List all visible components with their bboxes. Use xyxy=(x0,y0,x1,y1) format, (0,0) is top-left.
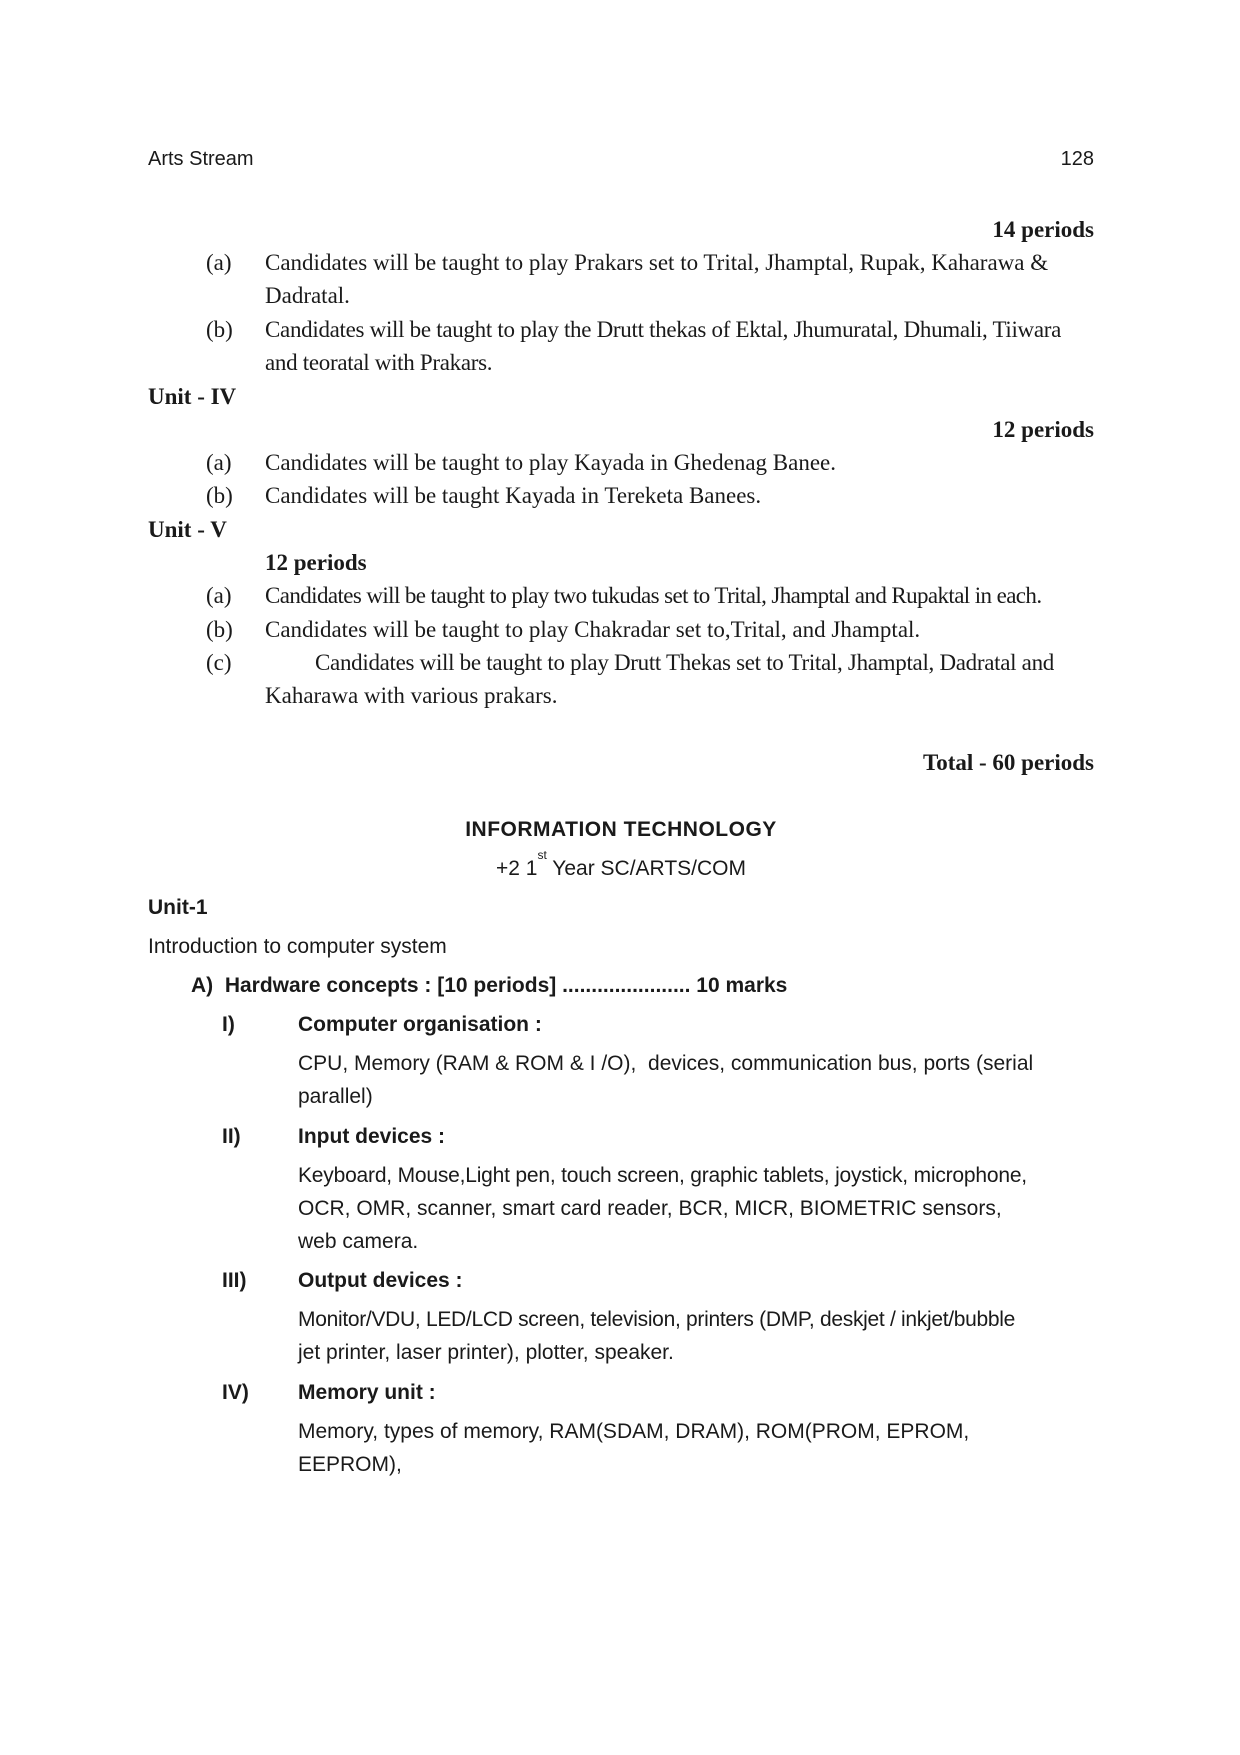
subtitle-prefix: +2 1 xyxy=(496,857,538,880)
item-label: (c) xyxy=(206,650,232,675)
item-label: I) xyxy=(222,1013,235,1036)
item-label: (a) xyxy=(206,583,232,608)
subtitle-suffix: Year SC/ARTS/COM xyxy=(546,857,746,880)
item-label: III) xyxy=(222,1269,247,1292)
intro-text: Introduction to computer system xyxy=(148,935,447,958)
item-text: Candidates will be taught to play Drutt Thekas set to Trital, Jhamptal, Dadratal and xyxy=(315,650,1054,675)
item-text: Candidates will be taught to play the Drutt thekas of Ektal, Jhumuratal, Dhumali, Tiiwara xyxy=(265,317,1062,342)
item-text: jet printer, laser printer), plotter, speaker. xyxy=(298,1341,674,1364)
header-stream: Arts Stream xyxy=(148,148,254,170)
item-text: Dadratal. xyxy=(265,283,350,308)
subtitle-superscript: st xyxy=(537,848,547,862)
item-label: (b) xyxy=(206,617,233,642)
item-text: CPU, Memory (RAM & ROM & I /O), devices, communication bus, ports (serial xyxy=(298,1052,1034,1075)
item-text: web camera. xyxy=(298,1230,419,1253)
unit-heading: Unit-1 xyxy=(148,896,208,919)
section-title: INFORMATION TECHNOLOGY xyxy=(465,818,777,841)
item-text: Candidates will be taught Kayada in Tereketa Banees. xyxy=(265,483,762,508)
item-text: Kaharawa with various prakars. xyxy=(265,683,558,708)
total-periods: Total - 60 periods xyxy=(922,750,1094,775)
item-text: OCR, OMR, scanner, smart card reader, BCR, MICR, BIOMETRIC sensors, xyxy=(298,1197,1002,1220)
unit-heading: Unit - IV xyxy=(148,384,237,409)
item-heading: Computer organisation : xyxy=(298,1013,542,1036)
subsection-heading: A) Hardware concepts : [10 periods] ...................... 10 marks xyxy=(191,974,788,997)
item-text: Candidates will be taught to play Chakradar set to,Trital, and Jhamptal. xyxy=(265,617,921,642)
item-text: Monitor/VDU, LED/LCD screen, television, printers (DMP, deskjet / inkjet/bubble xyxy=(298,1308,1016,1331)
item-label: (a) xyxy=(206,450,232,475)
item-heading: Output devices : xyxy=(298,1269,463,1292)
item-text: parallel) xyxy=(298,1085,373,1108)
item-text: and teoratal with Prakars. xyxy=(265,350,493,375)
periods-label: 14 periods xyxy=(992,217,1094,242)
item-text: Candidates will be taught to play Prakars set to Trital, Jhamptal, Rupak, Kaharawa & xyxy=(265,250,1049,275)
item-text: Memory, types of memory, RAM(SDAM, DRAM), ROM(PROM, EPROM, xyxy=(298,1420,970,1443)
item-label: (b) xyxy=(206,483,233,508)
periods-label: 12 periods xyxy=(265,550,367,575)
item-heading: Input devices : xyxy=(298,1125,446,1148)
item-text: Candidates will be taught to play two tukudas set to Trital, Jhamptal and Rupaktal in each. xyxy=(265,583,1042,608)
item-label: IV) xyxy=(222,1381,249,1404)
item-label: II) xyxy=(222,1125,241,1148)
periods-label: 12 periods xyxy=(992,417,1094,442)
item-label: (a) xyxy=(206,250,232,275)
page-number: 128 xyxy=(1060,148,1094,170)
item-text: EEPROM), xyxy=(298,1453,402,1476)
section-subtitle xyxy=(148,848,1094,885)
item-text: Candidates will be taught to play Kayada in Ghedenag Banee. xyxy=(265,450,836,475)
item-text: Keyboard, Mouse,Light pen, touch screen, graphic tablets, joystick, microphone, xyxy=(298,1164,1027,1187)
item-heading: Memory unit : xyxy=(298,1381,436,1404)
item-label: (b) xyxy=(206,317,233,342)
unit-heading: Unit - V xyxy=(148,517,227,542)
